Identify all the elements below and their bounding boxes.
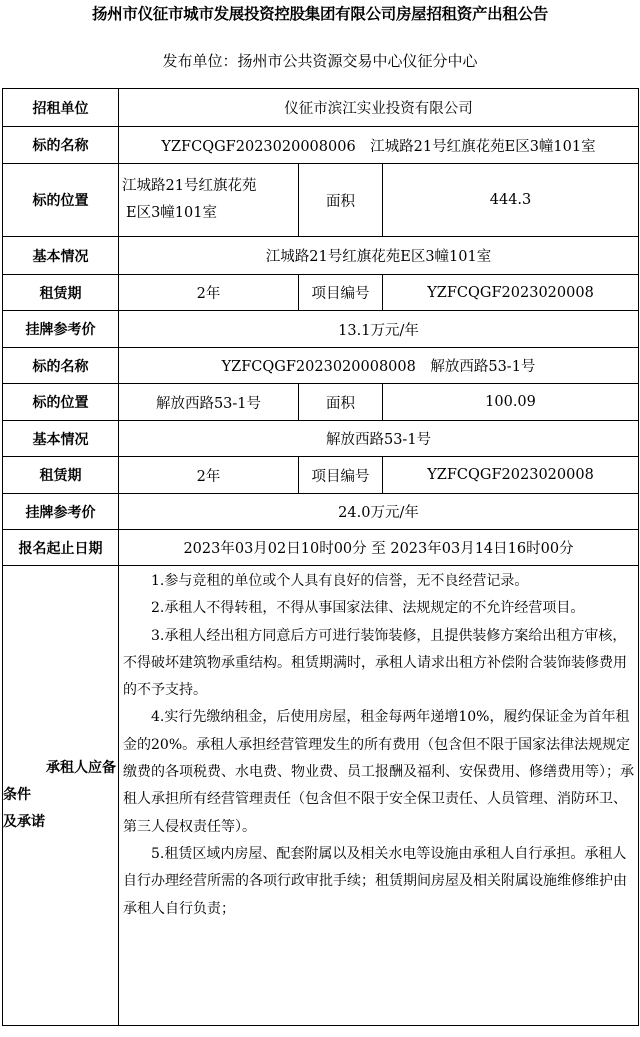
lot1-location-line2: E区3幢101室: [126, 205, 217, 221]
conditions-label: [3, 566, 119, 1026]
lot1-area-value: 444.3: [383, 164, 639, 237]
lot2-price-label: 挂牌参考价: [3, 494, 119, 530]
announcement-table: [2, 88, 639, 1026]
lot1-price-value: 13.1万元/年: [119, 311, 639, 348]
registration-value: 2023年03月02日10时00分 至 2023年03月14日16时00分: [119, 530, 639, 566]
lot2-area-value: 100.09: [383, 384, 639, 421]
lot2-area-label: 面积: [299, 384, 383, 421]
lessor-value: 仪征市滨江实业投资有限公司: [119, 89, 639, 127]
conditions-label-line1: 承租人应备: [46, 760, 116, 776]
conditions-label-line3: 及承诺: [3, 814, 45, 830]
row-lot1-basic: [3, 237, 639, 275]
lot1-price-label: 挂牌参考价: [3, 311, 119, 348]
row-lessor: [3, 89, 639, 127]
lot1-project-label: 项目编号: [299, 275, 383, 311]
publisher-line: 发布单位：扬州市公共资源交易中心仪征分中心: [162, 52, 478, 70]
registration-label: 报名起止日期: [3, 530, 119, 566]
lot1-location-line1: 江城路21号红旗花苑: [122, 178, 257, 194]
lot1-location-label: 标的位置: [3, 164, 119, 237]
condition-item-4: 4.实行先缴纳租金，后使用房屋，租金每两年递增10%，履约保证金为首年租金的20%。承租人承担经营管理发生的所有费用（包含但不限于国家法律法规规定缴费的各项税费、水电费、物业费、员工报酬及福利、安保费用、修缮费用等）；承租人承担所有经营管理责任（包含但不限于安全保卫责任、人员管理、消防环卫、第三人侵权责任等）。: [123, 709, 634, 835]
row-lot2-price: [3, 494, 639, 530]
condition-item-2: 2.承租人不得转租，不得从事国家法律、法规规定的不允许经营项目。: [151, 600, 585, 617]
lot2-term-label: 租赁期: [3, 457, 119, 494]
lot2-basic-label: 基本情况: [3, 421, 119, 457]
row-registration: [3, 530, 639, 566]
row-lot2-term: [3, 457, 639, 494]
condition-item-1: 1.参与竞租的单位或个人具有良好的信誉，无不良经营记录。: [151, 573, 529, 589]
condition-item-3: 3.承租人经出租方同意后方可进行装饰装修，且提供装修方案给出租方审核，不得破坏建筑物承重结构。租赁期满时，承租人请求出租方补偿附合装饰装修费用的不予支持。: [123, 627, 627, 699]
announcement-title: 扬州市仪征市城市发展投资控股集团有限公司房屋招租资产出租公告: [91, 5, 548, 23]
lot1-term-label: 租赁期: [3, 275, 119, 311]
lot2-location-value: 解放西路53-1号: [119, 384, 299, 421]
row-lot1-location: [3, 164, 639, 237]
condition-item-5: 5.租赁区域内房屋、配套附属以及相关水电等设施由承租人自行承担。承租人自行办理经营所需的各项行政审批手续；租赁期间房屋及相关附属设施维修维护由承租人自行负责；: [123, 845, 627, 917]
row-lot2-name: [3, 348, 639, 384]
lot2-price-value: 24.0万元/年: [119, 494, 639, 530]
row-lot2-basic: [3, 421, 639, 457]
lot2-name-value: YZFCQGF2023020008008 解放西路53-1号: [119, 348, 639, 384]
lot1-project-value: YZFCQGF2023020008: [383, 275, 639, 311]
lot1-location-value: [119, 164, 299, 237]
conditions-label-line2: 条件: [3, 787, 31, 803]
lot2-basic-value: 解放西路53-1号: [119, 421, 639, 457]
lot1-name-label: 标的名称: [3, 127, 119, 164]
row-lot1-name: [3, 127, 639, 164]
lessor-label: 招租单位: [3, 89, 119, 127]
lot2-name-label: 标的名称: [3, 348, 119, 384]
lot1-name-value: YZFCQGF2023020008006 江城路21号红旗花苑E区3幢101室: [119, 127, 639, 164]
lot2-location-label: 标的位置: [3, 384, 119, 421]
lot2-term-value: 2年: [119, 457, 299, 494]
lot2-project-label: 项目编号: [299, 457, 383, 494]
lot1-basic-value: 江城路21号红旗花苑E区3幢101室: [119, 237, 639, 275]
row-conditions: [3, 566, 639, 1026]
conditions-terms: [119, 566, 639, 1026]
lot2-project-value: YZFCQGF2023020008: [383, 457, 639, 494]
lot1-term-value: 2年: [119, 275, 299, 311]
row-lot1-term: [3, 275, 639, 311]
row-lot2-location: [3, 384, 639, 421]
lot1-area-label: 面积: [299, 164, 383, 237]
row-lot1-price: [3, 311, 639, 348]
lot1-basic-label: 基本情况: [3, 237, 119, 275]
